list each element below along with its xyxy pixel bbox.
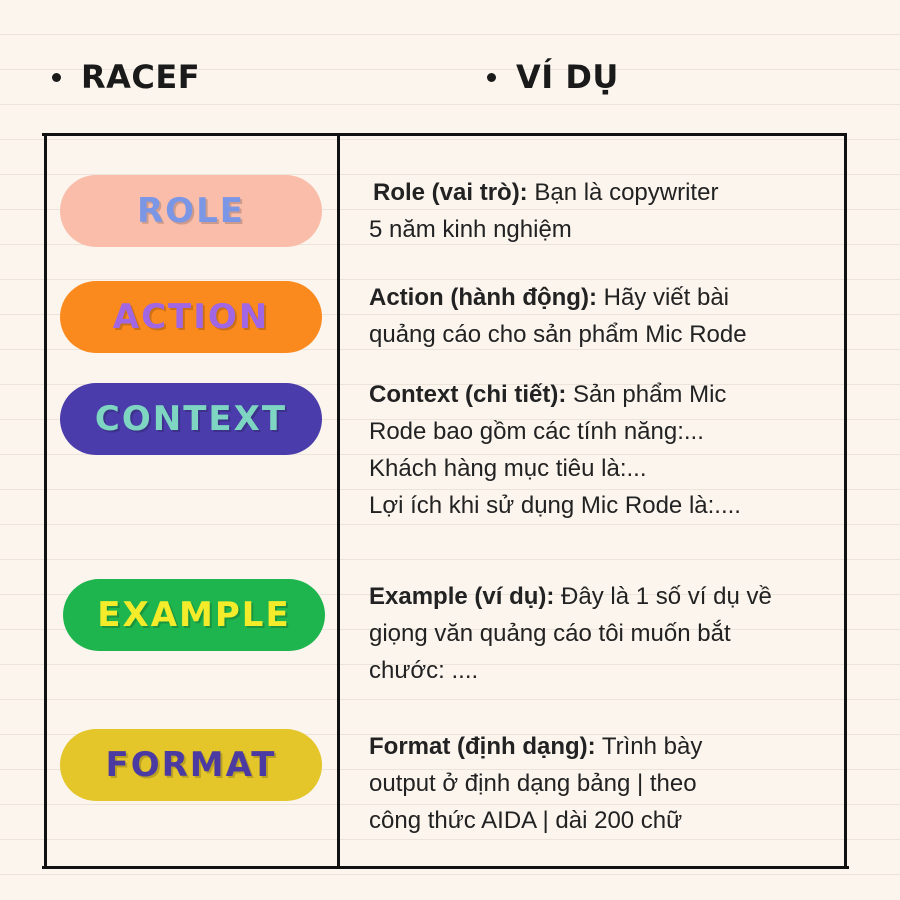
context-description-line: Lợi ích khi sử dụng Mic Rode là:....	[369, 492, 741, 519]
example-label: Example (ví dụ):	[369, 583, 555, 610]
action-badge	[60, 281, 322, 353]
action-description	[369, 279, 819, 353]
example-description-line: Example (ví dụ): Đây là 1 số ví dụ về	[369, 583, 772, 610]
format-description-line: Format (định dạng): Trình bày	[369, 733, 703, 760]
example-heading	[487, 52, 619, 102]
role-badge	[60, 175, 322, 247]
action-description-line: quảng cáo cho sản phẩm Mic Rode	[369, 321, 747, 348]
format-badge-text: FORMAT	[105, 745, 277, 785]
role-description	[369, 174, 819, 248]
context-description-line: Context (chi tiết): Sản phẩm Mic	[369, 381, 727, 408]
example-description-line: chước: ....	[369, 657, 479, 684]
table-border-right	[844, 133, 847, 869]
table-border-left	[44, 133, 47, 869]
format-badge	[60, 729, 322, 801]
action-badge-text: ACTION	[112, 297, 270, 337]
role-description-line: Role (vai trò): Bạn là copywriter	[373, 179, 719, 206]
context-description-line: Khách hàng mục tiêu là:...	[369, 455, 647, 482]
example-heading-text: VÍ DỤ	[516, 58, 619, 96]
table-column-divider	[337, 133, 340, 869]
action-label: Action (hành động):	[369, 284, 597, 311]
role-description-line: 5 năm kinh nghiệm	[369, 216, 572, 243]
racef-heading	[52, 52, 200, 102]
example-badge	[63, 579, 325, 651]
context-badge	[60, 383, 322, 455]
example-badge-text: EXAMPLE	[97, 595, 291, 635]
role-badge-text: ROLE	[137, 191, 245, 231]
format-description-line: output ở định dạng bảng | theo	[369, 770, 697, 797]
role-label: Role (vai trò):	[373, 179, 528, 206]
example-description-line: giọng văn quảng cáo tôi muốn bắt	[369, 620, 731, 647]
bullet-icon	[487, 73, 496, 82]
action-description-line: Action (hành động): Hãy viết bài	[369, 284, 730, 311]
format-description	[369, 728, 819, 839]
context-description-line: Rode bao gồm các tính năng:...	[369, 418, 704, 445]
context-badge-text: CONTEXT	[94, 399, 288, 439]
example-description	[369, 578, 819, 689]
table-border-top	[42, 133, 847, 136]
context-label: Context (chi tiết):	[369, 381, 567, 408]
format-label: Format (định dạng):	[369, 733, 596, 760]
table-border-bottom	[42, 866, 849, 869]
bullet-icon	[52, 73, 61, 82]
format-description-line: công thức AIDA | dài 200 chữ	[369, 807, 683, 834]
context-description	[369, 376, 819, 524]
racef-heading-text: RACEF	[81, 58, 201, 96]
